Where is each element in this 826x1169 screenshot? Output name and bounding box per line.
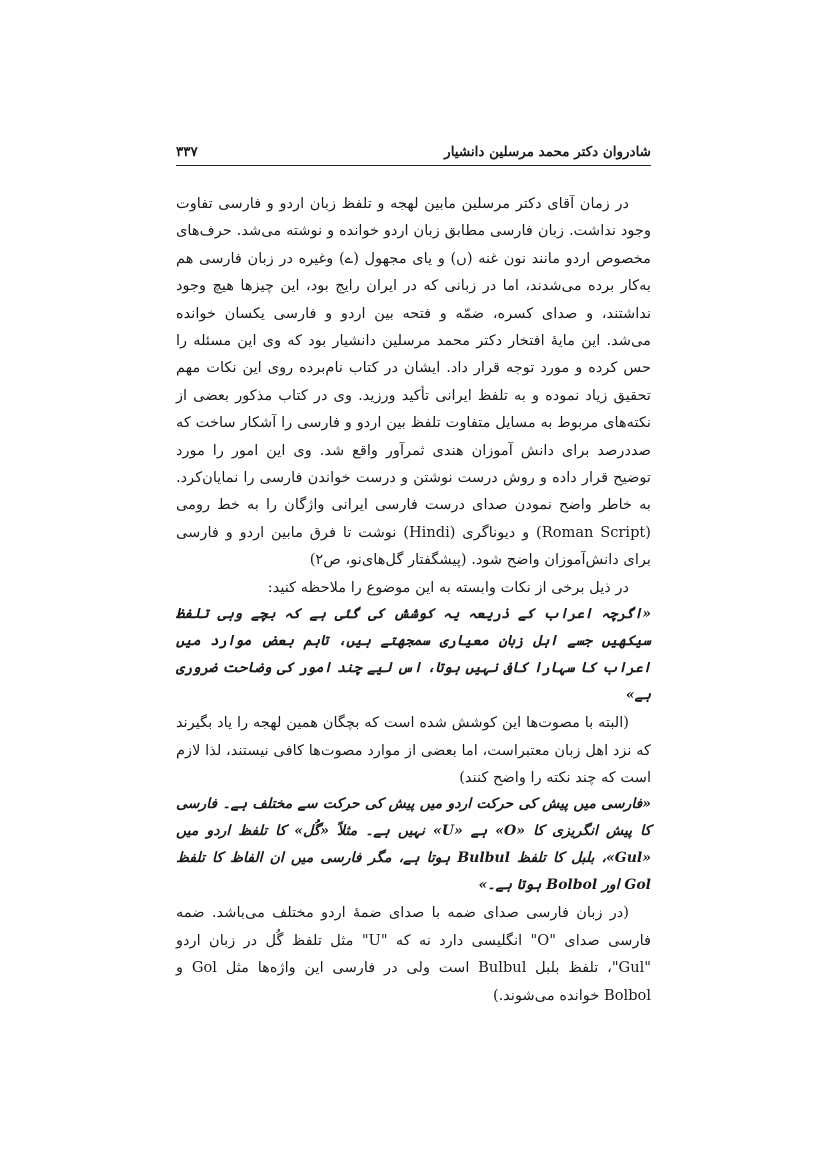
paragraph-intro: در زمان آقای دکتر مرسلین مابین لهجه و تلفظ زبان اردو و فارسی تفاوت وجود نداشت. زبان فارسی مطابق زبان اردو خوانده و نوشته می‌شد. حرف‌های مخصوص اردو مانند نون غنه (ں) و یای مجهول (ے) وغیره در زبان فارسی هم به‌کار برده می‌شدند، اما در زبانی که در ایران رایج بود، این چیزها هیچ وجود نداشتند، و صدای کسره، ضمّه و فتحه بین اردو و فارسی یکسان خوانده می‌شد. این مایهٔ افتخار دکتر محمد مرسلین دانشیار بود که وی این مسئله را حس کرده و مورد توجه قرار داد. ایشان در کتاب نام‌برده روی این نکات مهم تحقیق زیاد نموده و به تلفظ ایرانی تأکید ورزید. وی در کتاب مذکور بعضی از نکته‌های مربوط به مسایل متفاوت تلفظ بین اردو و فارسی را آشکار ساخت که صددرصد برای دانش آموزان هندی ثمرآور واقع شد. وی این امور را مورد توضیح قرار داده و روش درست نوشتن و درست خواندن فارسی را نمایان‌کرد. به خاطر واضح نمودن صدای درست فارسی ایرانی واژگان را به خط رومی (Roman Script) و دیوناگری (Hindi) نوشت تا فرق مابین اردو و فارسی برای دانش‌آموزان واضح شود. (پیشگفتار گل‌های‌نو، ص۲) [176, 195, 651, 569]
header-divider [176, 165, 651, 166]
paragraph-lead-in: در ذیل برخی از نکات وابسته به این موضوع را ملاحظه کنید: [267, 578, 629, 596]
urdu-quote-2: «فارسی میں پیش کی حرکت اردو میں پیش کی حرکت سے مختلف ہے۔ فارسی کا پیش انگریزی کا «O» ہے «U» نہیں ہے۔ مثلاً «گُل» کا تلفظ اردو میں «Gul»، بلبل کا تلفظ Bulbul ہوتا ہے، مگر فارسی میں ان الفاظ کا تلفظ Gol اور Bolbol ہوتا ہے۔» [176, 796, 651, 894]
paragraph-translation-1: (البته با مصوت‌ها این کوشش شده است که بچگان همین لهجه را یاد بگیرند که نزد اهل زبان معتبراست، اما بعضی از موارد مصوت‌ها کافی نیستند، لذا لازم است که چند نکته را واضح کنند) [176, 714, 651, 786]
running-header [176, 142, 651, 164]
paragraph-translation-2: (در زبان فارسی صدای ضمه با صدای ضمهٔ اردو مختلف می‌باشد. ضمه فارسی صدای "O" انگلیسی دارد نه که "U" مثل تلفظ گُل در زبان اردو "Gul"، تلفظ بلبل Bulbul است ولی در فارسی این واژه‌ها مثل Gol و Bolbol خوانده می‌شوند.) [176, 904, 651, 1004]
running-head-title: شادروان دکتر محمد مرسلین دانشیار [444, 144, 651, 160]
page-number: ۳۳۷ [176, 144, 198, 160]
urdu-quote-1: «اگرچہ اعراب کے ذریعہ یہ کوشش کی گئی ہے کہ بچے وہی تلفظ سیکھیں جسے اہل زبان معیاری سمجھتے ہیں، تاہم بعض موارد میں اعراب کا سہارا کافی نہیں ہوتا، اس لیے چند امور کی وضاحت ضروری ہے» [176, 606, 651, 704]
body-text [176, 190, 651, 1009]
